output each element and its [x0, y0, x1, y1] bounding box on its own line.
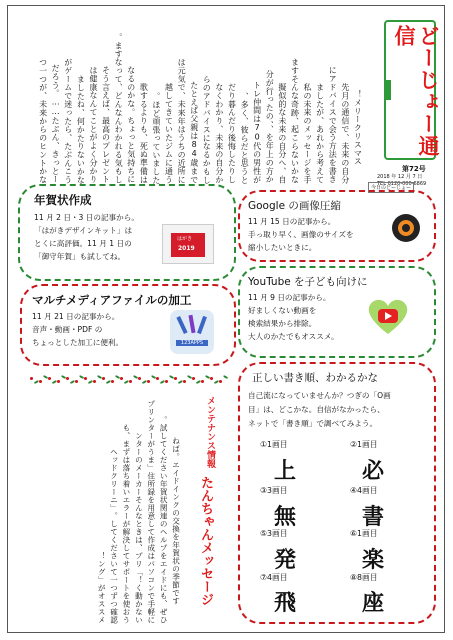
- text-column: なって、どんなんわかれる気もし: [114, 58, 124, 184]
- card-google[interactable]: [238, 190, 436, 262]
- text-column: エラーが解決して: [121, 496, 131, 560]
- text-column: は健康なんてことがよく分かり: [88, 66, 98, 184]
- garland-berry: [156, 377, 159, 380]
- nengajo-line-4: 「御守年賀」も試してね。: [34, 252, 126, 261]
- multimedia-line-3: ちょっとした加工に便利。: [32, 338, 124, 347]
- text-column: 「ヘッドクリーニ: [109, 448, 119, 512]
- text-column: ますそんな奇跡、起こらないかな: [290, 58, 300, 184]
- newsletter-title: どーじょー通信: [392, 25, 440, 157]
- issue-phone: TEL 0120-000-6869: [377, 181, 427, 187]
- tanchan-message: たんちゃんメッセージ: [198, 476, 213, 606]
- text-column: て一つずつ確認: [109, 568, 119, 624]
- text-column: だり暮んだり後悔したりし: [227, 83, 237, 184]
- text-column: ましたね、何かたりないかな: [76, 74, 86, 184]
- nengajo-thumb-label: はがき: [177, 236, 193, 242]
- nengajo-thumb-year: 2019: [178, 245, 195, 252]
- text-column: サポートを使おう: [121, 560, 131, 624]
- garland-berry: [57, 380, 60, 383]
- stroke-line-1: 自己流になっていませんか？つぎの「O画: [248, 391, 391, 400]
- google-line-2: 手っ取り早く、画像のサイズを: [248, 230, 354, 239]
- text-column: 「プリンターがうま: [146, 400, 156, 472]
- garland-berry: [84, 377, 87, 380]
- stroke-item-kanji: 楽: [362, 548, 385, 573]
- google-line-3: 縮小したいときに。: [248, 243, 317, 252]
- text-column: そんなときは、プリ: [134, 496, 144, 568]
- garland-berry: [93, 380, 96, 383]
- text-column: らのアドバイスになるかもし: [202, 74, 212, 184]
- youtube-line-1: 11 月 9 日の記事から。: [248, 293, 331, 302]
- garland-berry: [165, 380, 168, 383]
- text-column: も、まずは落ち着い: [121, 424, 131, 496]
- garland-berry: [174, 377, 177, 380]
- card-youtube[interactable]: [238, 266, 436, 358]
- nengajo-line-3: とくに高評価。11 月 1 日の: [34, 239, 132, 248]
- stroke-title: 正しい書き順、わかるかな: [252, 372, 378, 384]
- garland-berry: [39, 380, 42, 383]
- issue-date: 2018 年 12 月 7 日: [377, 174, 423, 180]
- text-column: がゲームで迷ったら、たぶんこう: [63, 58, 73, 184]
- garland-berry: [210, 377, 213, 380]
- card-multimedia[interactable]: [20, 284, 236, 366]
- stroke-item-kanji: 無: [274, 505, 297, 530]
- garland-berry: [75, 380, 78, 383]
- text-column: 私の未来のメッセージを手: [303, 83, 313, 184]
- text-column: つ一つが、未来からのヒントかな: [38, 58, 48, 184]
- text-column: にアドバイスで会う方法を書き: [328, 66, 338, 184]
- garland-berry: [219, 380, 222, 383]
- stroke-item-label: ⑥1画目: [350, 529, 378, 538]
- text-column: 試してください。: [159, 416, 169, 480]
- text-column: 住所録を用意して: [146, 472, 156, 536]
- nengajo-line-2: 「はがきデザインキット」は: [34, 226, 133, 235]
- masthead: [384, 20, 440, 160]
- garland-berry: [102, 377, 105, 380]
- garland-berry: [120, 377, 123, 380]
- garland-leaf: [223, 375, 229, 380]
- garland-berry: [66, 377, 69, 380]
- stroke-item-label: ⑧8画目: [350, 573, 378, 582]
- text-column: だろう。……たぶん、きっとー: [51, 64, 61, 184]
- text-column: 年賀状の季節です: [171, 541, 181, 606]
- stroke-item-kanji: 必: [362, 459, 385, 484]
- garland-berry: [192, 377, 195, 380]
- multimedia-title: マルチメディアファイルの加工: [32, 293, 192, 307]
- text-column: トレ仲間は70代の男性が: [252, 81, 262, 184]
- text-column: ほど頑張っていました。: [151, 91, 161, 184]
- garland-berry: [48, 377, 51, 380]
- text-column: なくわかり、未来の自分か: [214, 83, 224, 184]
- printer-article: [18, 398, 194, 624]
- garland-berry: [201, 380, 204, 383]
- text-column: ねば。エイドインクの交換を: [171, 437, 181, 542]
- text-column: エイドにも、ぜひ: [159, 560, 169, 624]
- text-column: たとえば父親は84歳まで: [189, 81, 199, 184]
- garland-berry: [129, 380, 132, 383]
- stroke-item-kanji: 発: [274, 548, 297, 573]
- text-column: 越してきていたジムに通う: [164, 83, 174, 184]
- stroke-item-label: ①1画目: [260, 440, 288, 449]
- text-column: 分が行ったの、、を年上の方か: [265, 70, 275, 184]
- stroke-item-kanji: 上: [274, 459, 297, 484]
- garland-berry: [111, 380, 114, 383]
- stroke-item-kanji: 書: [362, 505, 385, 530]
- multimedia-line-2: 音声・動画・PDF の: [32, 325, 103, 334]
- issue-number: 第72号: [402, 165, 426, 173]
- stroke-item-label: ⑦4画目: [260, 573, 288, 582]
- text-column: 多く、彼らだと思うと、: [240, 91, 250, 184]
- text-column: 擬似的な未来の自分へ、自: [277, 83, 287, 184]
- stroke-item-label: ②1画目: [350, 440, 378, 449]
- masthead-tab: [385, 80, 391, 100]
- maintenance-heading: メンテナンス情報: [205, 396, 215, 468]
- stroke-item-label: ④4画目: [350, 486, 378, 495]
- text-column: 歌するよりも、死ぬ準備は: [139, 83, 149, 184]
- newsletter-page: [7, 5, 445, 633]
- text-column: なるのかな。ちょっと気持ちに: [126, 66, 136, 184]
- stroke-item-kanji: 座: [362, 591, 385, 616]
- text-column: ンターのメーカー: [134, 432, 144, 496]
- youtube-title: YouTube を子ども向けに: [248, 276, 368, 288]
- stroke-item-label: ③3画目: [260, 486, 288, 495]
- 123apps-label: 123APPS: [176, 340, 208, 346]
- text-column: ましたが、あれから考えて: [315, 83, 325, 184]
- nengajo-line-1: 11 月 2 日・3 日の記事から。: [34, 213, 139, 222]
- today-badge: 今日のどーじょー: [368, 182, 414, 193]
- youtube-line-2: 好ましくない動画を: [248, 306, 317, 315]
- google-title: Google の画像圧縮: [248, 200, 341, 212]
- garland-berry: [30, 377, 33, 380]
- compress-app-icon: [392, 214, 420, 242]
- intro-article: [16, 16, 376, 184]
- multimedia-line-1: 11 月 21 日の記事から。: [32, 312, 120, 321]
- card-stroke-order[interactable]: [238, 362, 436, 624]
- youtube-line-4: 大人のかたでもオススメ。: [248, 332, 339, 341]
- text-column: 年賀状関連のヘルプを: [159, 480, 169, 560]
- garland-berry: [138, 377, 141, 380]
- google-line-1: 11 月 15 日の記事から。: [248, 217, 336, 226]
- garland-berry: [147, 380, 150, 383]
- garland-berry: [183, 380, 186, 383]
- text-column: ます。: [114, 32, 124, 58]
- stroke-line-3: ネットで「書き順」で調べてみよう。: [248, 419, 378, 428]
- text-column: 作成はパソコンで手軽に: [146, 536, 156, 624]
- card-nengajo[interactable]: [18, 184, 236, 281]
- stroke-item-label: ⑤3画目: [260, 529, 288, 538]
- stroke-item-kanji: 飛: [274, 591, 297, 616]
- text-column: ング」がオススメ！: [97, 552, 107, 624]
- youtube-heart-icon: [366, 296, 410, 336]
- text-column: メリークリスマス！: [353, 89, 363, 166]
- text-column: は元気で、未来年はうちの近所に: [177, 58, 187, 184]
- text-column: 先月の通信で、未来の自分: [340, 83, 350, 184]
- text-column: してください。: [109, 512, 119, 568]
- text-column: そう言えば、最高のプレゼント: [101, 66, 111, 184]
- text-column: く動かない！」: [134, 568, 144, 624]
- nengajo-title: 年賀状作成: [34, 193, 92, 207]
- 123apps-icon: [170, 310, 214, 354]
- youtube-line-3: 検索結果から排除。: [248, 319, 317, 328]
- stroke-line-2: 目」は、どこかな。自信がなかったら、: [248, 405, 385, 414]
- nengajo-thumbnail: [162, 224, 214, 264]
- garland-icon: [30, 374, 230, 386]
